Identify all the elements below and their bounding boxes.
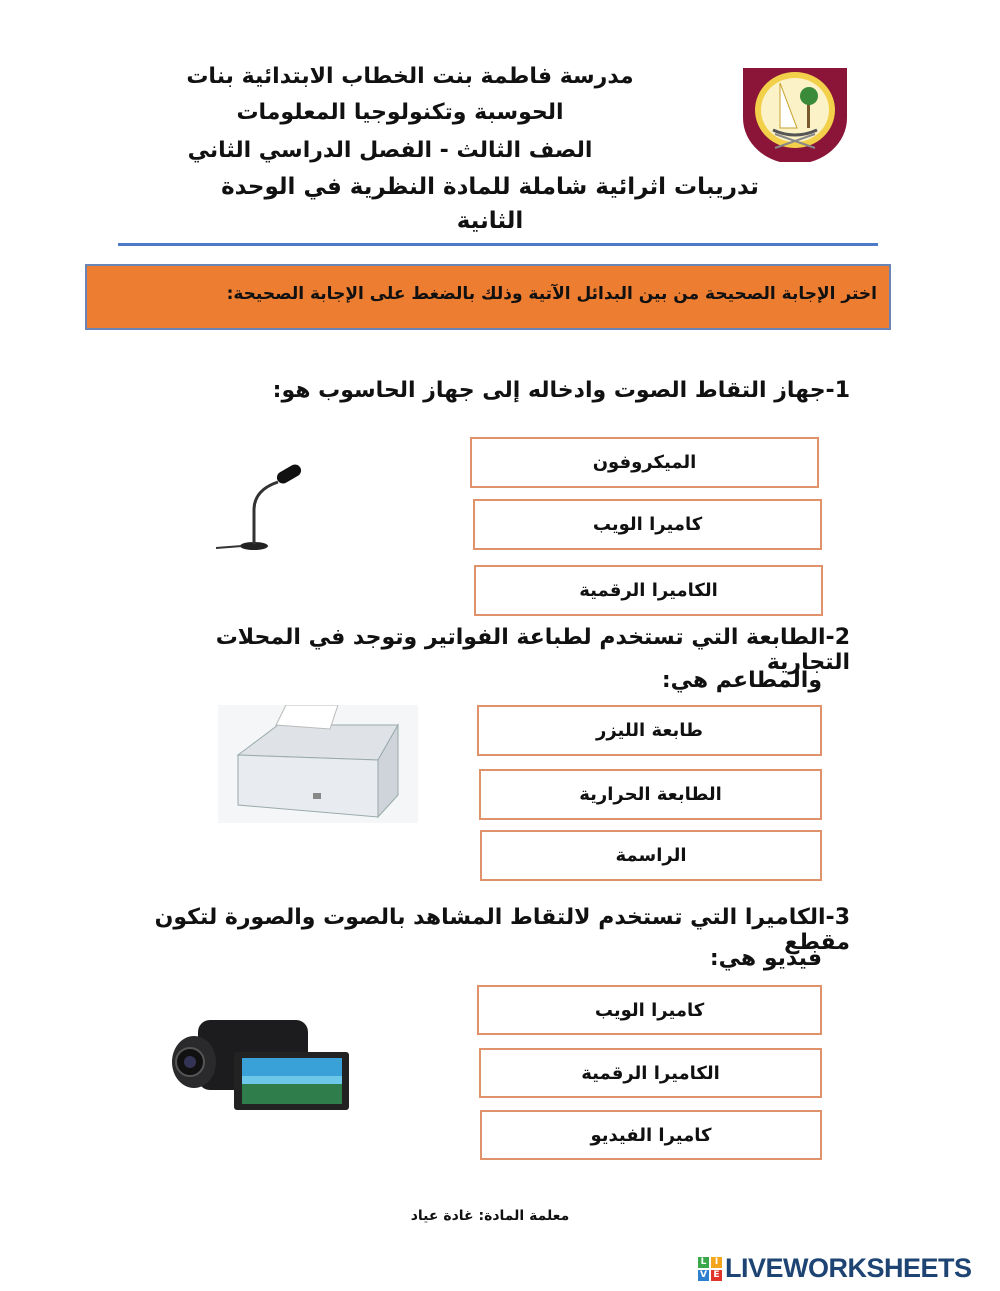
qatar-ministry-logo bbox=[735, 58, 855, 162]
question-2-text-line2: والمطاعم هي: bbox=[661, 668, 822, 693]
q2-option-laser-printer[interactable]: طابعة الليزر bbox=[477, 705, 822, 756]
question-2-text-line1: 2-الطابعة التي تستخدم لطباعة الفواتير وتوجد في المحلات التجارية bbox=[215, 625, 850, 675]
q1-option-webcam[interactable]: كاميرا الويب bbox=[473, 499, 822, 550]
subject-name: الحوسبة وتكنولوجيا المعلومات bbox=[236, 100, 564, 125]
q3-option-webcam[interactable]: كاميرا الويب bbox=[477, 985, 822, 1035]
video-camera-image bbox=[168, 1010, 353, 1114]
grade-term: الصف الثالث - الفصل الدراسي الثاني bbox=[187, 138, 593, 163]
liveworksheets-brand bbox=[698, 1253, 972, 1284]
q1-option-microphone[interactable]: الميكروفون bbox=[470, 437, 819, 488]
q3-option-video-camera[interactable]: كاميرا الفيديو bbox=[480, 1110, 822, 1160]
instruction-banner bbox=[85, 264, 891, 330]
live-logo-icon: L I V E bbox=[698, 1257, 722, 1281]
header-divider bbox=[118, 243, 878, 246]
brand-text: LIVEWORKSHEETS bbox=[725, 1253, 972, 1283]
teacher-name: معلمة المادة: غادة عياد bbox=[410, 1208, 570, 1224]
worksheet-title: تدريبات اثرائية شاملة للمادة النظرية في الوحدة الثانية bbox=[221, 174, 759, 234]
question-3-text-line2: فيديو هي: bbox=[709, 946, 822, 971]
microphone-image bbox=[212, 460, 312, 555]
q1-option-digital-camera[interactable]: الكاميرا الرقمية bbox=[474, 565, 823, 616]
school-name: مدرسة فاطمة بنت الخطاب الابتدائية بنات bbox=[186, 64, 634, 89]
instruction-text: اختر الإجابة الصحيحة من بين البدائل الآتية وذلك بالضغط على الإجابة الصحيحة: bbox=[226, 284, 877, 304]
thermal-printer-image bbox=[218, 705, 418, 823]
q2-option-plotter[interactable]: الراسمة bbox=[480, 830, 822, 881]
q2-option-thermal-printer[interactable]: الطابعة الحرارية bbox=[479, 769, 822, 820]
question-1-text: 1-جهاز التقاط الصوت وادخاله إلى جهاز الحاسوب هو: bbox=[272, 378, 850, 403]
question-3-text-line1: 3-الكاميرا التي تستخدم لالتقاط المشاهد بالصوت والصورة لتكون مقطع bbox=[154, 905, 850, 955]
q3-option-digital-camera[interactable]: الكاميرا الرقمية bbox=[479, 1048, 822, 1098]
